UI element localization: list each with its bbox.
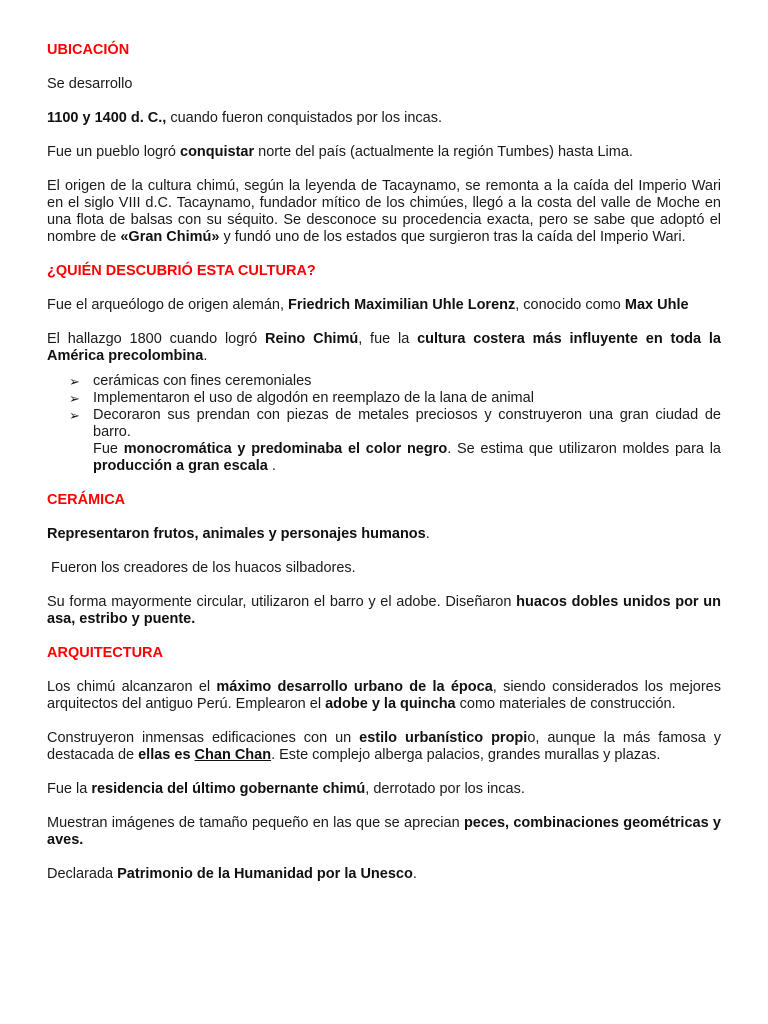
ceramica-p1 — [47, 526, 721, 543]
heading-quien-descubrio: ¿QUIÉN DESCUBRIÓ ESTA CULTURA? — [47, 263, 316, 279]
ubicacion-p1 — [47, 76, 721, 93]
list-item-text: Decoraron sus prendan con piezas de metales preciosos y construyeron una gran ciudad de barro. — [93, 407, 721, 440]
text: Fue un pueblo logró — [47, 144, 181, 160]
bold-text: 1100 y 1400 d. C., — [47, 110, 167, 126]
underlined-bold-text: Chan Chan — [194, 747, 272, 763]
ceramica-p2 — [47, 560, 721, 577]
quien-p1 — [47, 297, 721, 314]
text: . Se estima que utilizaron moldes para la — [447, 441, 721, 457]
text: y fundó uno de los estados que surgieron tras la caída del Imperio Wari. — [219, 229, 686, 245]
arquitectura-p1 — [47, 679, 721, 713]
list-item — [47, 373, 721, 390]
bold-text: Patrimonio de la Humanidad por la Unesco — [117, 866, 413, 882]
bold-text: máximo desarrollo urbano de la época — [216, 679, 493, 695]
text: o, aunque la más famosa y destacada de — [47, 730, 721, 763]
text: Declarada — [47, 866, 118, 882]
bold-text: conquistar — [180, 144, 255, 160]
bold-text: estilo urbanístico propi — [359, 730, 528, 746]
bold-text: Representaron frutos, animales y personajes humanos — [47, 526, 426, 542]
arquitectura-p2 — [47, 730, 721, 764]
text: como materiales de construcción. — [455, 696, 676, 712]
text: . Este complejo alberga palacios, grandes murallas y plazas. — [271, 747, 661, 763]
text: , siendo considerados los mejores arquitectos del antiguo Perú. Emplearon el — [47, 679, 721, 712]
bold-text: Max Uhle — [624, 297, 689, 313]
bold-text: monocromática y predominaba el color negro — [123, 441, 448, 457]
text: . — [203, 348, 208, 364]
ceramica-p3 — [47, 594, 721, 628]
heading-ceramica: CERÁMICA — [47, 492, 126, 508]
heading-arquitectura: ARQUITECTURA — [47, 645, 163, 661]
text: Su forma mayormente circular, utilizaron el barro y el adobe. Diseñaron — [47, 594, 517, 610]
bold-text: cultura costera más influyente en toda la América precolombina — [47, 331, 721, 364]
bullet-list — [47, 373, 721, 441]
text: Construyeron inmensas edificaciones con un — [47, 730, 360, 746]
text: Fue la — [47, 781, 92, 797]
list-item-text: Implementaron el uso de algodón en reemplazo de la lana de animal — [93, 390, 534, 406]
ubicacion-p4 — [47, 178, 721, 246]
arrow-bullet-icon: ➢ — [69, 374, 80, 389]
text: Los chimú alcanzaron el — [47, 679, 217, 695]
bold-text: «Gran Chimú» — [120, 229, 220, 245]
quien-p2 — [47, 331, 721, 365]
bold-text: producción a gran escala — [93, 458, 268, 474]
list-item — [47, 390, 721, 407]
text: norte del país (actualmente la región Tumbes) hasta Lima. — [254, 144, 633, 160]
bold-text: huacos dobles unidos por un asa, estribo y puente. — [47, 594, 721, 627]
bold-text: Friedrich Maximilian Uhle Lorenz — [288, 297, 516, 313]
bold-text: adobe y la quincha — [325, 696, 456, 712]
quien-indent-paragraph — [47, 441, 721, 475]
arrow-bullet-icon: ➢ — [69, 408, 80, 423]
ubicacion-p2 — [47, 110, 721, 127]
text: , fue la — [358, 331, 418, 347]
ubicacion-p3 — [47, 144, 721, 161]
text: . — [267, 458, 276, 474]
text: . — [412, 866, 417, 882]
text: El hallazgo 1800 cuando logró — [47, 331, 266, 347]
text: Muestran imágenes de tamaño pequeño en las que se aprecian — [47, 815, 464, 831]
text: . — [425, 526, 430, 542]
text: Se desarrollo — [47, 76, 133, 92]
text: , derrotado por los incas. — [365, 781, 525, 797]
text: Fue el arqueólogo de origen alemán, — [47, 297, 289, 313]
arquitectura-p5 — [47, 866, 721, 883]
list-item-text: cerámicas con fines ceremoniales — [93, 373, 312, 389]
text: cuando fueron conquistados por los incas. — [166, 110, 442, 126]
text: El origen de la cultura chimú, según la leyenda de Tacaynamo, se remonta a la caída del Imperio Wari en el siglo VIII d.C. Tacaynamo, fundador mítico de los chimúes, llegó a la costa del valle de Moche en una flota de balsas con su séquito. Se desconoce su procedencia exacta, pero se sabe que adoptó el nombre de — [47, 178, 721, 245]
text: Fueron los creadores de los huacos silbadores. — [47, 560, 356, 576]
arrow-bullet-icon: ➢ — [69, 391, 80, 406]
bold-text: residencia del último gobernante chimú — [91, 781, 366, 797]
arquitectura-p4 — [47, 815, 721, 849]
list-item — [47, 407, 721, 441]
text: Fue — [93, 441, 124, 457]
bold-text: Reino Chimú — [265, 331, 359, 347]
heading-ubicacion: UBICACIÓN — [47, 42, 130, 58]
arquitectura-p3 — [47, 781, 721, 798]
text: , conocido como — [515, 297, 625, 313]
bold-text: peces, combinaciones geométricas y aves. — [47, 815, 721, 848]
bold-text: ellas es — [138, 747, 195, 763]
